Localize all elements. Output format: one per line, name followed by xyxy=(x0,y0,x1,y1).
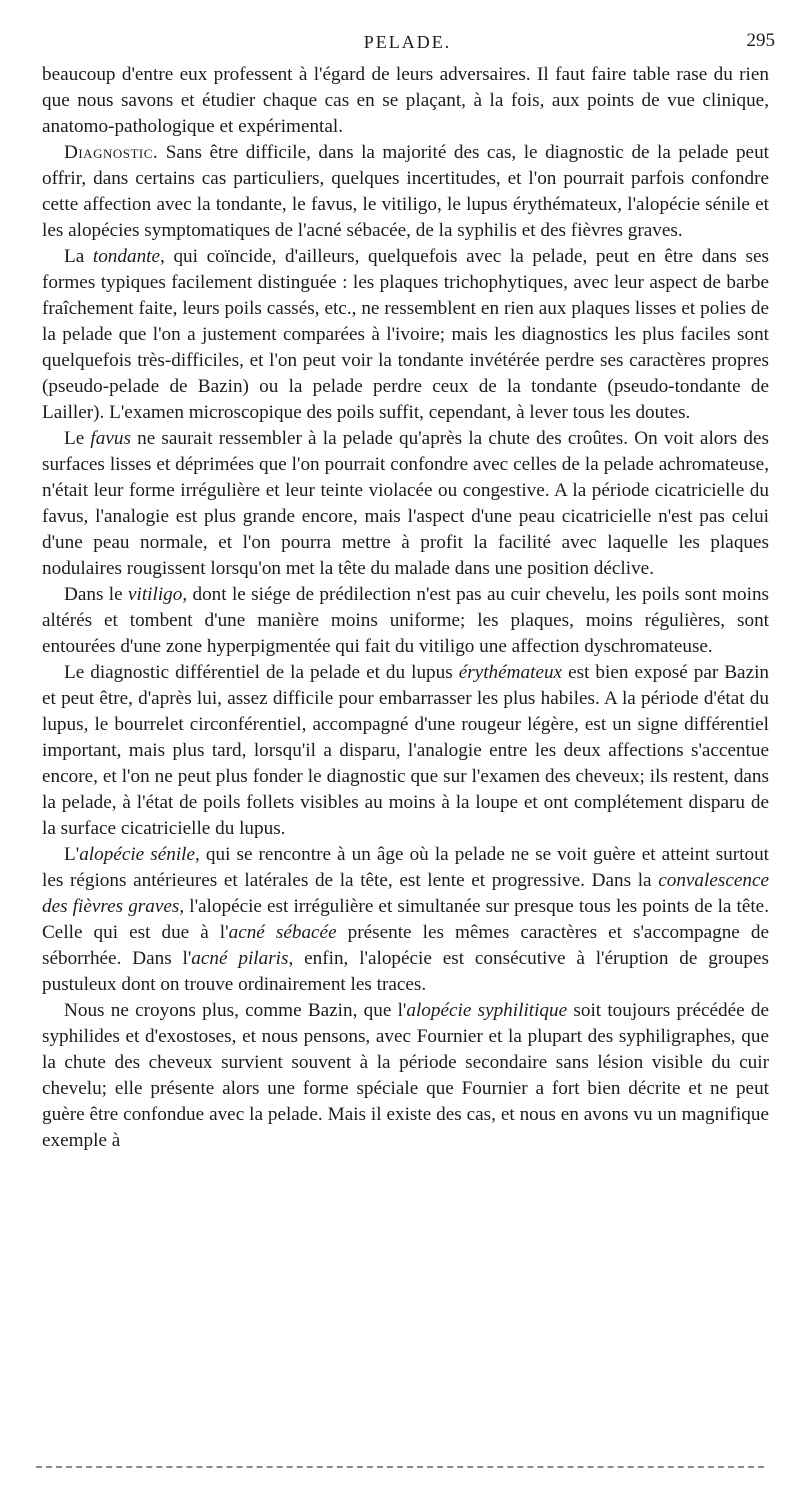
text-run: , qui se rencontre à un âge où la pelade ne se voit guère et atteint surtout les régions antérieures et latérales de la tête, est lente et progressive. Dans la xyxy=(42,844,769,891)
italic-term: tondante xyxy=(92,246,161,267)
italic-term: érythémateux xyxy=(458,662,563,683)
text-run: La xyxy=(64,246,93,267)
paragraph xyxy=(42,660,769,842)
paragraph xyxy=(42,426,769,582)
running-title: PELADE. xyxy=(363,32,452,52)
paragraph xyxy=(42,140,769,244)
text-run: Le xyxy=(64,428,91,449)
paragraph xyxy=(42,62,769,140)
paragraph xyxy=(42,244,769,426)
text-run: présente les mêmes caractères et s'accompagne de séborrhée. Dans l' xyxy=(42,922,769,969)
body-text xyxy=(42,62,769,1154)
italic-term: alopécie syphilitique xyxy=(406,1000,568,1021)
text-run: soit toujours précédée de syphilides et d'exostoses, et nous pensons, avec Fournier et la plupart des syphiligraphes, que la chute des cheveux survient souvent à la période secondaire sans lésion visible du cuir chevelu; elle présente alors une forme spéciale que Fournier a fort bien décrite et ne peut guère être confondue avec la pelade. Mais il existe des cas, et nous en avons vu un magnifique exemple à xyxy=(42,1000,769,1151)
paragraph xyxy=(42,582,769,660)
text-run: est bien exposé par Bazin et peut être, d'après lui, assez difficile pour embarrasser les plus habiles. A la période d'état du lupus, le bourrelet circonférentiel, accompagné d'une rougeur légère, est un signe différentiel important, mais plus tard, lorsqu'il a disparu, l'analogie entre les deux affections s'accentue encore, et l'on ne peut plus fonder le diagnostic que sur l'examen des cheveux; ils restent, dans la pelade, à l'état de poils follets visibles au moins à la loupe et ont complétement disparu de la surface cicatricielle du lupus. xyxy=(42,662,770,839)
section-heading: Diagnostic. xyxy=(64,142,159,163)
text-run: Le diagnostic différentiel de la pelade et du lupus xyxy=(64,662,459,683)
text-run: Nous ne croyons plus, comme Bazin, que l' xyxy=(64,1000,407,1021)
paragraph xyxy=(42,998,769,1154)
page-number: 295 xyxy=(746,30,775,51)
italic-term: acné pilaris xyxy=(191,948,289,969)
text-run: , enfin, l'alopécie est consécutive à l'éruption de groupes pustuleux dont on trouve ordinairement les traces. xyxy=(42,948,769,995)
text-run: Dans le xyxy=(64,584,128,605)
text-run: , l'alopécie est irrégulière et simultanée sur presque tous les points de la tête. Celle qui est due à l' xyxy=(42,896,769,943)
text-run: Sans être difficile, dans la majorité des cas, le diagnostic de la pelade peut offrir, dans certains cas particuliers, quelques incertitudes, et l'on pourrait parfois confondre cette affection avec la tondante, le favus, le vitiligo, le lupus érythémateux, l'alopécie sénile et les alopécies symptomatiques de l'acné sébacée, de la syphilis et des fièvres graves. xyxy=(42,142,769,241)
footer-rule xyxy=(36,1466,764,1468)
italic-term: alopécie sénile xyxy=(79,844,196,865)
page-header xyxy=(40,30,775,56)
text-run: beaucoup d'entre eux professent à l'égard de leurs adversaires. Il faut faire table rase du rien que nous savons et étudier chaque cas en se plaçant, à la fois, aux points de vue clinique, anatomo-pathologique et expérimental. xyxy=(42,64,769,137)
text-run: ne saurait ressembler à la pelade qu'après la chute des croûtes. On voit alors des surfaces lisses et déprimées que l'on pourrait confondre avec celles de la pelade achromateuse, n'était leur forme irrégulière et leur teinte violacée ou congestive. A la période cicatricielle du favus, l'analogie est plus grande encore, mais l'aspect d'une peau cicatricielle n'est pas celui d'une peau normale, et l'on pourra mettre à profit la facilité avec laquelle les plaques nodulaires rougissent lorsqu'on met la tête du malade dans une position déclive. xyxy=(42,428,769,579)
text-run: , qui coïncide, d'ailleurs, quelquefois avec la pelade, peut en être dans ses formes typiques facilement distinguée : les plaques trichophytiques, avec leur aspect de barbe fraîchement faite, leurs poils cassés, etc., ne ressemblent en rien aux plaques lisses et polies de la pelade que l'on a justement comparées à l'ivoire; mais les diagnostics les plus faciles sont quelquefois très-difficiles, et l'on peut voir la tondante invétérée perdre ses caractères propres (pseudo-pelade de Bazin) ou la pelade perdre ceux de la tondante (pseudo-tondante de Lailler). L'examen microscopique des poils suffit, cependant, à lever tous les doutes. xyxy=(42,246,769,423)
text-run: L' xyxy=(64,844,80,865)
paragraph xyxy=(42,842,769,998)
italic-term: convalescence des fièvres graves xyxy=(42,870,769,917)
text-run: dont le siége de prédilection n'est pas au cuir chevelu, les poils sont moins altérés et tombent d'une manière moins uniforme; les plaques, moins régulières, sont entourées d'une zone hyperpigmentée qui fait du vitiligo une affection dyschromateuse. xyxy=(42,584,770,657)
italic-term: acné sébacée xyxy=(228,922,337,943)
italic-term: favus xyxy=(90,428,131,449)
italic-term: vitiligo, xyxy=(127,584,188,605)
